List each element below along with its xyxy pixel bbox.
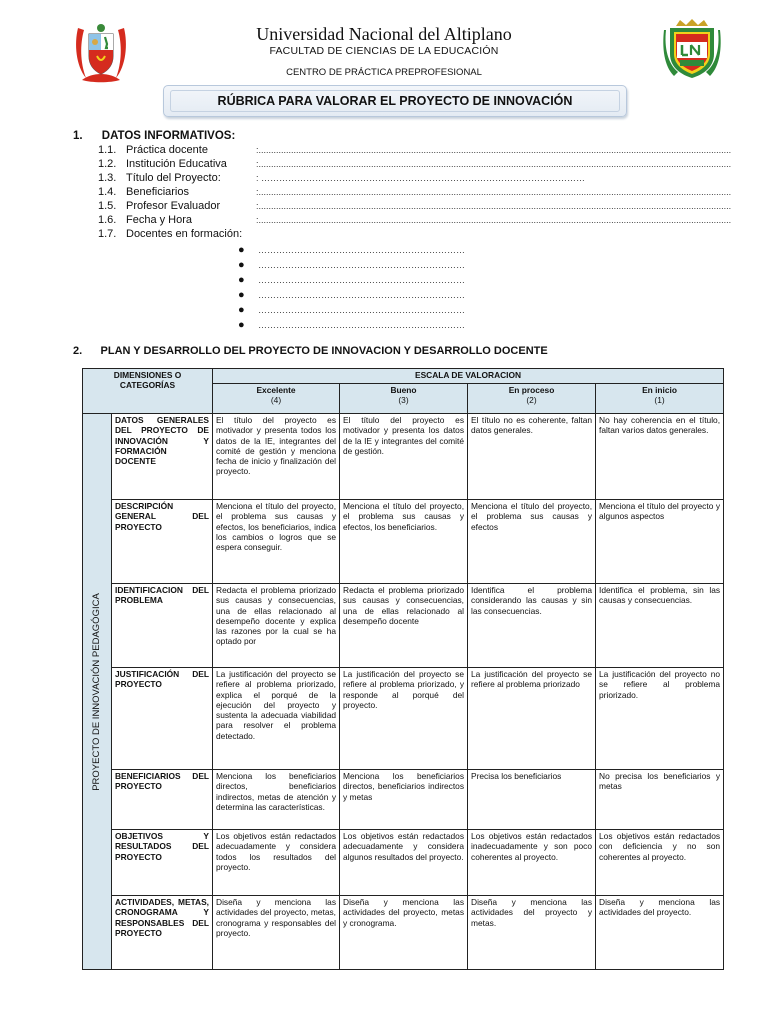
criterion-text: Identifica el problema, sin las causas y consecuencias.	[599, 585, 721, 606]
criterion-text: La justificación del proyecto se refiere al problema priorizado, y responde al porqué del proyecto.	[343, 669, 465, 710]
criterion-cell	[340, 500, 468, 584]
criterion-cell	[213, 584, 340, 668]
level-header	[213, 384, 340, 414]
criterion-text: Menciona el título del proyecto, el problema sus causas y efectos	[471, 501, 593, 532]
bullet-icon: ●	[238, 289, 245, 301]
rubric-row	[83, 830, 724, 896]
criterion-text: Precisa los beneficiarios	[471, 771, 562, 781]
level-name: En inicio	[642, 385, 677, 395]
criterion-cell	[213, 500, 340, 584]
rubric-row	[83, 896, 724, 970]
bullet-icon: ●	[238, 304, 245, 316]
info-label: Título del Proyecto:	[126, 172, 221, 184]
info-number: 1.1.	[98, 144, 117, 156]
criterion-text: Menciona los beneficiarios directos, beneficiarios indirectos y metas	[343, 771, 465, 802]
side-label: PROYECTO DE INNOVACIÓN PEDAGÓGICA	[90, 592, 102, 791]
category-cell: ACTIVIDADES, METAS, CRONOGRAMA Y RESPONSABLES DEL PROYECTO	[112, 896, 213, 970]
level-header	[340, 384, 468, 414]
section-2-heading: 2. PLAN Y DESARROLLO DEL PROYECTO DE INNOVACION Y DESARROLLO DOCENTE	[73, 345, 548, 357]
section-1-heading: 1. DATOS INFORMATIVOS:	[73, 130, 236, 142]
university-name: Universidad Nacional del Altiplano	[256, 24, 512, 44]
criterion-cell	[213, 770, 340, 830]
criterion-text: La justificación del proyecto no se refiere al problema priorizado.	[599, 669, 721, 700]
rubric-row	[83, 770, 724, 830]
criterion-cell	[340, 896, 468, 970]
criterion-text: Los objetivos están redactados inadecuadamente y son poco coherentes al proyecto.	[471, 831, 593, 862]
criterion-text: El título del proyecto es motivador y presenta todos los datos de la IE, integrantes del comité de gestión y menciona fecha de inicio y finalización del proyecto.	[216, 415, 337, 477]
info-number: 1.7.	[98, 228, 117, 240]
rubric-row	[83, 584, 724, 668]
criterion-text: Menciona el título del proyecto, el problema sus causas y efectos, los beneficiarios, indica los cambios o logros que se espera conseguir.	[216, 501, 337, 553]
criterion-text: Los objetivos están redactados adecuadamente y considera todos los resultados del proyecto.	[216, 831, 337, 872]
criterion-text: La justificación del proyecto se refiere al problema priorizado	[471, 669, 593, 690]
criterion-text: El título del proyecto es motivador y presenta los datos de la IE y integrantes del comité de gestión.	[343, 415, 465, 456]
bullet-icon: ●	[238, 319, 245, 331]
bullet-icon: ●	[238, 259, 245, 271]
category-cell: JUSTIFICACIÓN DEL PROYECTO	[112, 668, 213, 770]
info-fill-line[interactable]: :.............................................................................................................................................................................................	[256, 145, 732, 155]
criterion-cell	[596, 414, 724, 500]
info-fill-line[interactable]: :.............................................................................................................................................................................................	[256, 215, 732, 225]
trainee-fill-line[interactable]: ……………………………………………………………	[258, 275, 465, 285]
criterion-cell	[468, 896, 596, 970]
criterion-cell	[596, 584, 724, 668]
level-score: (3)	[398, 395, 409, 406]
level-name: En proceso	[508, 385, 555, 395]
info-label: Fecha y Hora	[126, 214, 193, 226]
trainee-fill-line[interactable]: ……………………………………………………………	[258, 245, 465, 255]
criterion-text: Los objetivos están redactados adecuadamente y considera algunos resultados del proyecto.	[343, 831, 465, 862]
criterion-text: Identifica el problema considerando las causas y sin las consecuencias.	[471, 585, 593, 616]
criterion-cell	[213, 830, 340, 896]
info-fill-line[interactable]: : ………………………………………………………………………………………………	[256, 173, 586, 183]
criterion-cell	[340, 584, 468, 668]
bullet-icon: ●	[238, 274, 245, 286]
criterion-cell	[213, 896, 340, 970]
document-title-box	[163, 85, 627, 117]
side-label-cell	[83, 414, 112, 970]
rubric-table	[82, 368, 724, 970]
center-name: CENTRO DE PRÁCTICA PREPROFESIONAL	[286, 67, 482, 78]
criterion-text: La justificación del proyecto se refiere al problema priorizado, explica el porqué de la ejecución del proyecto y sustenta la adecuada viabilidad para resolver el problema detectado.	[216, 669, 337, 741]
criterion-cell	[468, 414, 596, 500]
criterion-text: Menciona el título del proyecto, el problema sus causas y efectos, los beneficiarios.	[343, 501, 465, 532]
level-header	[468, 384, 596, 414]
criterion-cell	[213, 668, 340, 770]
level-score: (1)	[654, 395, 665, 406]
criterion-cell	[596, 896, 724, 970]
criterion-text: El título no es coherente, faltan datos generales.	[471, 415, 593, 436]
criterion-cell	[596, 500, 724, 584]
category-cell: BENEFICIARIOS DEL PROYECTO	[112, 770, 213, 830]
criterion-cell	[340, 830, 468, 896]
rubric-row	[83, 500, 724, 584]
rubric-row	[83, 414, 724, 500]
dimensions-header: DIMENSIONES O CATEGORÍAS	[83, 369, 213, 414]
info-label: Beneficiarios	[126, 186, 189, 198]
info-number: 1.5.	[98, 200, 117, 212]
trainee-fill-line[interactable]: ……………………………………………………………	[258, 320, 465, 330]
criterion-cell	[340, 414, 468, 500]
info-label: Práctica docente	[126, 144, 208, 156]
document-title: RÚBRICA PARA VALORAR EL PROYECTO DE INNOVACIÓN	[170, 90, 620, 112]
bullet-icon: ●	[238, 244, 245, 256]
info-number: 1.6.	[98, 214, 117, 226]
category-cell: DATOS GENERALES DEL PROYECTO DE INNOVACIÓN Y FORMACIÓN DOCENTE	[112, 414, 213, 500]
info-fill-line[interactable]: :.............................................................................................................................................................................................	[256, 159, 732, 169]
scale-header: ESCALA DE VALORACION	[213, 369, 724, 384]
criterion-cell	[468, 584, 596, 668]
criterion-cell	[468, 770, 596, 830]
category-cell: IDENTIFICACION DEL PROBLEMA	[112, 584, 213, 668]
criterion-cell	[596, 830, 724, 896]
faculty-name: FACULTAD DE CIENCIAS DE LA EDUCACIÓN	[269, 45, 499, 57]
criterion-text: Diseña y menciona las actividades del proyecto.	[599, 897, 721, 918]
trainee-fill-line[interactable]: ……………………………………………………………	[258, 305, 465, 315]
criterion-text: Los objetivos están redactados con deficiencia y no son coherentes al proyecto.	[599, 831, 721, 862]
category-cell: OBJETIVOS Y RESULTADOS DEL PROYECTO	[112, 830, 213, 896]
info-number: 1.3.	[98, 172, 117, 184]
level-name: Bueno	[390, 385, 417, 395]
info-number: 1.4.	[98, 186, 117, 198]
criterion-text: Menciona los beneficiarios directos, beneficiarios indirectos, metas de atención y determina las características.	[216, 771, 337, 812]
info-number: 1.2.	[98, 158, 117, 170]
category-cell: DESCRIPCIÓN GENERAL DEL PROYECTO	[112, 500, 213, 584]
criterion-cell	[213, 414, 340, 500]
info-fill-line[interactable]: :.............................................................................................................................................................................................	[256, 187, 732, 197]
criterion-text: No hay coherencia en el título, faltan varios datos generales.	[599, 415, 721, 436]
criterion-cell	[468, 668, 596, 770]
info-label: Docentes en formación:	[126, 228, 243, 240]
criterion-cell	[468, 830, 596, 896]
rubric-row	[83, 668, 724, 770]
level-name: Excelente	[256, 385, 296, 395]
criterion-text: Redacta el problema priorizado sus causas y consecuencias, una de ellas relacionado al desempeño docente	[343, 585, 465, 626]
info-fill-line[interactable]: :.............................................................................................................................................................................................	[256, 201, 732, 211]
level-score: (2)	[526, 395, 537, 406]
criterion-cell	[340, 770, 468, 830]
criterion-cell	[596, 668, 724, 770]
info-label: Institución Educativa	[126, 158, 227, 170]
info-label: Profesor Evaluador	[126, 200, 221, 212]
trainee-fill-line[interactable]: ……………………………………………………………	[258, 260, 465, 270]
criterion-text: Redacta el problema priorizado sus causas y consecuencias, una de ellas relacionado al desempeño docente y explica las razones por la cual se ha optado por	[216, 585, 337, 647]
criterion-text: Diseña y menciona las actividades del proyecto, metas y cronograma.	[343, 897, 465, 928]
criterion-cell	[468, 500, 596, 584]
trainee-fill-line[interactable]: ……………………………………………………………	[258, 290, 465, 300]
criterion-text: Menciona el título del proyecto y algunos aspectos	[599, 501, 721, 522]
level-header	[596, 384, 724, 414]
criterion-cell	[596, 770, 724, 830]
criterion-text: Diseña y menciona las actividades del proyecto y metas.	[471, 897, 593, 928]
level-score: (4)	[270, 395, 282, 406]
criterion-cell	[340, 668, 468, 770]
criterion-text: Diseña y menciona las actividades del proyecto, metas, cronograma y responsables del proyecto.	[216, 897, 337, 938]
criterion-text: No precisa los beneficiarios y metas	[599, 771, 721, 792]
